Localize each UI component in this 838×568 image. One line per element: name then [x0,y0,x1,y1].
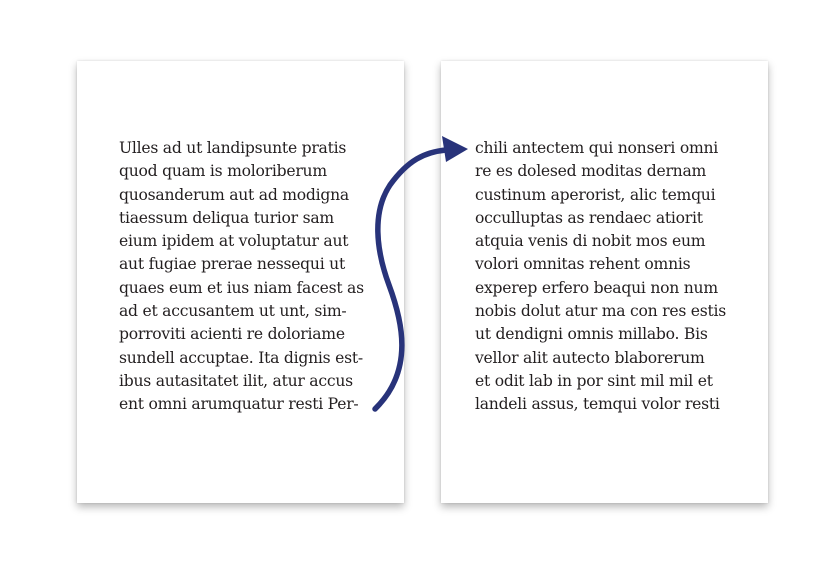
left-page-text-line: ibus autasitatet ilit, atur accus [119,371,353,390]
left-page-text-line: sundell accuptae. Ita dignis est- [119,348,363,367]
left-page-text-line: quaes eum et ius niam facest as [119,278,364,297]
right-page [441,61,768,503]
left-page-text-line: aut fugiae prerae nessequi ut [119,255,345,274]
left-page [77,61,404,503]
left-page-text-line: eium ipidem at voluptatur aut [119,232,349,251]
right-page-text-line: atquia venis di nobit mos eum [475,232,706,251]
right-page-text-line: custinum aperorist, alic temqui [475,185,716,204]
right-page-text-line: volori omnitas rehent omnis [475,255,691,274]
left-page-text-line: quosanderum aut ad modigna [119,185,349,204]
left-page-text-line: porroviti acienti re doloriame [119,325,345,344]
right-page-text [475,137,726,417]
right-page-text-line: occulluptas as rendaec atiorit [475,208,703,227]
left-page-text-line: quod quam is moloriberum [119,162,327,181]
right-page-text-line: vellor alit autecto blaborerum [475,348,705,367]
right-page-text-line: re es dolesed moditas dernam [475,162,707,181]
right-page-text-line: experep erfero beaqui non num [475,278,718,297]
right-page-text-line: nobis dolut atur ma con res estis [475,302,727,321]
left-page-text-line: ad et accusantem ut unt, sim- [119,302,347,321]
right-page-text-line: landeli assus, temqui volor resti [475,395,720,414]
left-page-text-line: ent omni arumquatur resti Per- [119,395,359,414]
left-page-text [119,137,364,417]
left-page-text-line: Ulles ad ut landipsunte pratis [119,139,347,157]
left-page-text-line: tiaessum deliqua turior sam [119,208,334,227]
right-page-text-line: et odit lab in por sint mil mil et [475,371,713,390]
right-page-text-line: chili antectem qui nonseri omni [475,139,719,157]
right-page-text-line: ut dendigni omnis millabo. Bis [475,325,708,344]
